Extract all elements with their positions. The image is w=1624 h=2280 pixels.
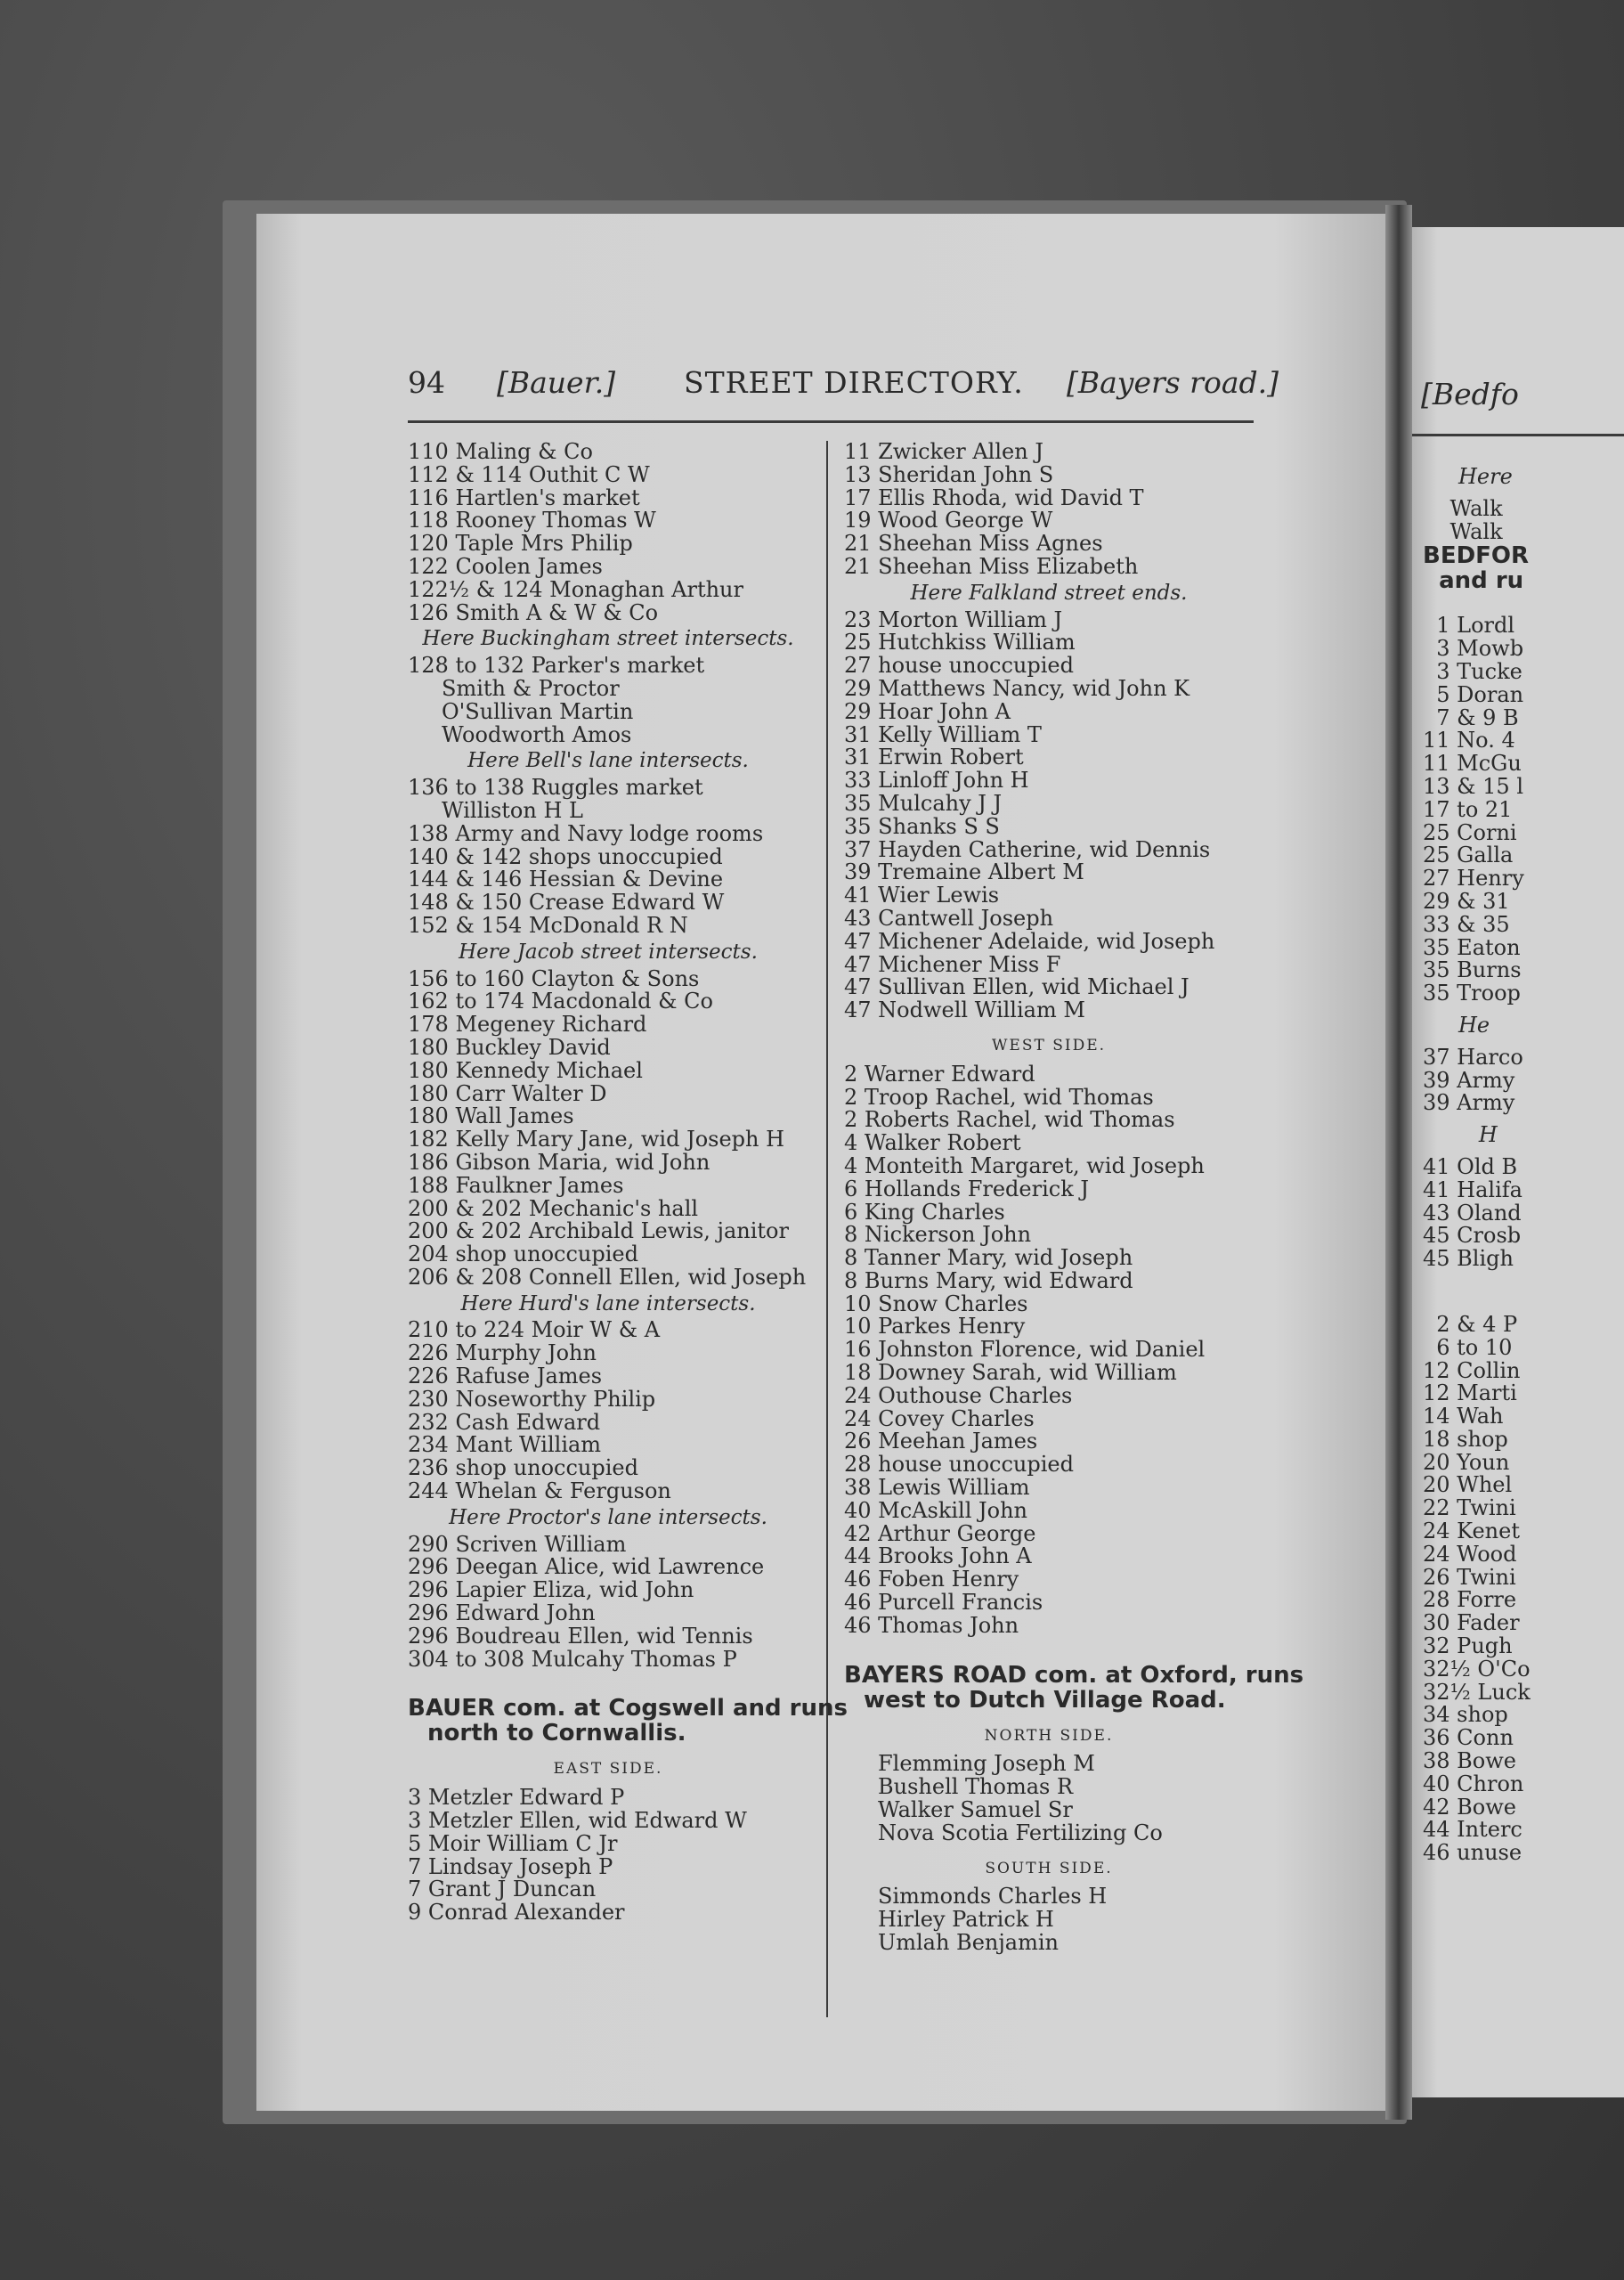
directory-entry: 296 Lapier Eliza, wid John [408,1577,694,1603]
directory-entry: 46 Purcell Francis [844,1590,1043,1616]
directory-entry: Umlah Benjamin [878,1930,1059,1956]
directory-entry: 39 Tremaine Albert M [844,859,1084,885]
side-heading: EAST SIDE. [553,1760,663,1779]
street-heading [844,1661,1304,1714]
next-page-line: 42 Bowe [1423,1794,1516,1820]
next-page-rule [1412,434,1624,436]
next-page-line: 20 Youn [1423,1449,1510,1475]
directory-entry: 10 Parkes Henry [844,1314,1026,1340]
directory-entry: 3 Metzler Edward P [408,1785,625,1811]
next-page-line: 5 Doran [1423,681,1524,707]
directory-entry: 290 Scriven William [408,1531,627,1557]
next-page-line: 34 shop [1423,1702,1508,1728]
next-page-line: 36 Conn [1423,1725,1514,1751]
next-page-line: 22 Twini [1423,1495,1516,1521]
directory-entry: 156 to 160 Clayton & Sons [408,965,700,991]
directory-entry: 180 Buckley David [408,1034,611,1060]
directory-entry: 13 Sheridan John S [844,461,1054,487]
directory-entry: 128 to 132 Parker's market [408,653,705,679]
book-gutter [1385,205,1412,2120]
directory-entry: 44 Brooks John A [844,1543,1032,1569]
next-page-guide: [Bedfo [1421,377,1519,411]
directory-entry: 47 Nodwell William M [844,998,1085,1023]
directory-entry: 120 Taple Mrs Philip [408,531,633,557]
directory-entry: Simmonds Charles H [878,1884,1108,1910]
directory-entry: 37 Hayden Catherine, wid Dennis [844,836,1211,862]
next-page-line: 45 Crosb [1423,1223,1522,1249]
directory-entry: 122½ & 124 Monaghan Arthur [408,576,743,602]
directory-entry: 47 Michener Adelaide, wid Joseph [844,928,1215,954]
directory-entry: 140 & 142 shops unoccupied [408,843,723,869]
next-page-line: 46 unuse [1423,1840,1522,1866]
directory-entry: Smith & Proctor [442,675,620,701]
directory-entry: 6 Hollands Frederick J [844,1176,1089,1201]
directory-entry: 42 Arthur George [844,1520,1036,1546]
directory-entry: 180 Wall James [408,1103,574,1129]
directory-entry: 144 & 146 Hessian & Devine [408,867,724,892]
next-page-line: 37 Harco [1423,1044,1523,1070]
directory-entry: 232 Cash Edward [408,1409,601,1435]
directory-entry: 27 house unoccupied [844,653,1074,679]
running-head [408,365,1530,410]
directory-entry: 35 Shanks S S [844,813,1000,839]
next-page-line: 32 Pugh [1423,1633,1513,1659]
directory-entry: 11 Zwicker Allen J [844,439,1043,464]
directory-entry: 136 to 138 Ruggles market [408,775,703,801]
next-page-line: 35 Eaton [1423,934,1521,960]
side-heading: NORTH SIDE. [984,1726,1114,1745]
next-page-line: 24 Wood [1423,1541,1517,1567]
left-column [408,439,848,1926]
next-page-line: 17 to 21 [1423,796,1513,822]
directory-entry: 118 Rooney Thomas W [408,508,656,533]
next-page-line: 40 Chron [1423,1771,1524,1796]
side-heading: SOUTH SIDE. [985,1859,1113,1877]
next-page-line: 28 Forre [1423,1587,1517,1613]
next-page-line: 25 Galla [1423,843,1514,868]
directory-entry: 244 Whelan & Ferguson [408,1478,671,1504]
directory-entry: 296 Boudreau Ellen, wid Tennis [408,1623,753,1649]
directory-entry: 2 Troop Rachel, wid Thomas [844,1084,1154,1110]
directory-entry: 2 Warner Edward [844,1061,1035,1087]
next-page-line: 33 & 35 [1423,911,1510,937]
next-page-line: 14 Wah [1423,1404,1504,1429]
next-page-line: 11 McGu [1423,751,1522,777]
next-page-line: 11 No. 4 [1423,728,1515,753]
street-heading-line: BAUER com. at Cogswell and runs [408,1695,848,1722]
directory-entry: 188 Faulkner James [408,1172,624,1198]
page-number: 94 [408,365,445,400]
directory-entry: 6 King Charles [844,1199,1005,1225]
next-page-line: 26 Twini [1423,1564,1516,1590]
directory-entry: 38 Lewis William [844,1475,1030,1501]
directory-entry: 46 Thomas John [844,1612,1019,1638]
street-heading-line: north to Cornwallis. [427,1720,686,1747]
next-page-line: 45 Bligh [1423,1246,1514,1272]
next-page-line: 35 Burns [1423,957,1522,983]
directory-entry: 8 Burns Mary, wid Edward [844,1267,1133,1293]
next-page-line: 3 Tucke [1423,658,1522,684]
next-page-line: Here [1458,464,1513,489]
directory-entry: 43 Cantwell Joseph [844,905,1054,931]
next-page-line: Walk [1423,518,1503,544]
street-heading [408,1695,848,1747]
directory-entry: 116 Hartlen's market [408,484,640,510]
directory-entry: 200 & 202 Mechanic's hall [408,1195,699,1221]
directory-entry: 17 Ellis Rhoda, wid David T [844,484,1144,510]
directory-entry: 226 Rafuse James [408,1364,603,1389]
next-page-line: 29 & 31 [1423,888,1510,914]
directory-entry: Woodworth Amos [442,721,632,747]
next-page-line: 41 Old B [1423,1153,1518,1179]
directory-entry: 230 Noseworthy Philip [408,1386,656,1412]
street-heading-line: BAYERS ROAD com. at Oxford, runs [844,1661,1304,1689]
intersection-note: Here Falkland street ends. [910,581,1188,605]
directory-entry: 47 Sullivan Ellen, wid Michael J [844,974,1190,1000]
directory-entry: 148 & 150 Crease Edward W [408,890,725,916]
directory-page [256,214,1387,2111]
directory-entry: 186 Gibson Maria, wid John [408,1149,710,1175]
directory-entry: Flemming Joseph M [878,1751,1095,1777]
directory-entry: 28 house unoccupied [844,1452,1074,1478]
directory-entry: 180 Carr Walter D [408,1080,607,1106]
directory-entry: 304 to 308 Mulcahy Thomas P [408,1646,737,1672]
directory-entry: 296 Edward John [408,1600,596,1626]
directory-entry: 47 Michener Miss F [844,951,1061,977]
column-divider [826,441,828,2017]
directory-entry: 9 Conrad Alexander [408,1900,625,1926]
next-page-line: 24 Kenet [1423,1519,1520,1544]
next-page-line: 38 Bowe [1423,1748,1516,1774]
next-page-line: and ru [1423,567,1524,595]
page-title: STREET DIRECTORY. [684,365,1024,400]
directory-entry: 234 Mant William [408,1432,602,1458]
directory-entry: 33 Linloff John H [844,768,1029,794]
next-page-line: 7 & 9 B [1423,704,1519,730]
directory-entry: 16 Johnston Florence, wid Daniel [844,1337,1206,1363]
next-page-line: 39 Army [1423,1067,1515,1093]
directory-entry: 29 Matthews Nancy, wid John K [844,675,1190,701]
directory-entry: 180 Kennedy Michael [408,1057,643,1083]
next-page-line: 18 shop [1423,1426,1508,1452]
directory-entry: 204 shop unoccupied [408,1242,638,1267]
directory-entry: Nova Scotia Fertilizing Co [878,1820,1163,1845]
directory-entry: 5 Moir William C Jr [408,1830,618,1856]
directory-entry: 25 Hutchkiss William [844,630,1076,656]
directory-entry: 110 Maling & Co [408,439,593,464]
side-heading: WEST SIDE. [991,1036,1107,1054]
header-rule [408,420,1254,423]
directory-entry: 21 Sheehan Miss Agnes [844,531,1103,557]
intersection-note: Here Hurd's lane intersects. [460,1291,756,1315]
next-page-line: 12 Collin [1423,1357,1521,1383]
directory-entry: 138 Army and Navy lodge rooms [408,820,764,846]
next-page-edge [1412,227,1624,2097]
next-page-line: 32½ O'Co [1423,1656,1531,1682]
directory-entry: 126 Smith A & W & Co [408,599,659,625]
directory-entry: 4 Walker Robert [844,1130,1021,1156]
next-page-line: 32½ Luck [1423,1679,1531,1705]
directory-entry: 122 Coolen James [408,553,603,579]
next-page-line: 13 & 15 l [1423,773,1524,799]
next-page-line: 30 Fader [1423,1610,1520,1636]
intersection-note: Here Bell's lane intersects. [467,749,749,773]
directory-entry: 200 & 202 Archibald Lewis, janitor [408,1218,789,1244]
next-page-line: He [1458,1012,1490,1038]
blank-line [1423,1292,1531,1314]
directory-entry: O'Sullivan Martin [442,698,634,724]
blank-line [1423,1271,1531,1292]
directory-entry: 35 Mulcahy J J [844,790,1003,816]
directory-entry: 206 & 208 Connell Ellen, wid Joseph [408,1264,807,1290]
next-page-line: 41 Halifa [1423,1177,1522,1202]
directory-entry: Bushell Thomas R [878,1774,1074,1800]
next-page-text [1423,457,1531,1865]
next-page-line: 3 Mowb [1423,636,1524,662]
next-page-line: Walk [1423,495,1503,521]
next-page-line: 43 Oland [1423,1200,1522,1226]
directory-entry: 46 Foben Henry [844,1567,1019,1592]
directory-entry: 41 Wier Lewis [844,883,1000,908]
directory-entry: Walker Samuel Sr [878,1797,1073,1823]
next-page-line: 39 Army [1423,1090,1515,1116]
directory-entry: 18 Downey Sarah, wid William [844,1360,1177,1386]
directory-entry: 24 Outhouse Charles [844,1382,1073,1408]
next-page-line: 1 Lordl [1423,613,1515,639]
next-page-line: 2 & 4 P [1423,1311,1518,1337]
directory-entry: 29 Hoar John A [844,698,1011,724]
directory-entry: 178 Megeney Richard [408,1012,647,1038]
directory-entry: Williston H L [442,797,583,823]
intersection-note: Here Jacob street intersects. [459,940,758,964]
directory-entry: 31 Erwin Robert [844,745,1024,770]
directory-entry: 21 Sheehan Miss Elizabeth [844,553,1139,579]
intersection-note: Here Buckingham street intersects. [422,627,794,651]
directory-entry: 26 Meehan James [844,1429,1038,1454]
directory-entry: 23 Morton William J [844,607,1063,632]
directory-entry: 7 Grant J Duncan [408,1877,597,1902]
directory-entry: 19 Wood George W [844,508,1053,533]
directory-entry: 8 Nickerson John [844,1222,1032,1248]
street-heading-line: west to Dutch Village Road. [864,1686,1226,1714]
next-page-line: 35 Troop [1423,981,1521,1006]
directory-entry: 236 shop unoccupied [408,1455,638,1481]
directory-entry: 162 to 174 Macdonald & Co [408,989,713,1014]
directory-entry: 40 McAskill John [844,1497,1028,1523]
directory-entry: 226 Murphy John [408,1340,597,1366]
blank-line [1423,593,1531,615]
right-column [844,439,1304,1956]
directory-entry: 10 Snow Charles [844,1291,1028,1316]
directory-entry: 8 Tanner Mary, wid Joseph [844,1245,1133,1271]
directory-entry: 152 & 154 McDonald R N [408,912,688,938]
next-page-line: H [1458,1122,1498,1148]
intersection-note: Here Proctor's lane intersects. [449,1505,767,1529]
directory-entry: 3 Metzler Ellen, wid Edward W [408,1808,747,1834]
directory-entry: 296 Deegan Alice, wid Lawrence [408,1554,765,1580]
directory-entry: 210 to 224 Moir W & A [408,1317,661,1343]
next-page-line: 27 Henry [1423,866,1524,892]
next-page-line: 12 Marti [1423,1380,1517,1406]
directory-entry: 4 Monteith Margaret, wid Joseph [844,1152,1205,1178]
directory-entry: 24 Covey Charles [844,1405,1035,1431]
next-page-line: BEDFOR [1423,542,1530,570]
next-page-line: 6 to 10 [1423,1334,1513,1360]
directory-entry: 182 Kelly Mary Jane, wid Joseph H [408,1127,785,1152]
next-page-line: 44 Interc [1423,1817,1522,1843]
next-page-line: 25 Corni [1423,819,1517,845]
right-guide-word: [Bayers road.] [1067,365,1279,400]
directory-entry: 7 Lindsay Joseph P [408,1853,613,1879]
directory-entry: 2 Roberts Rachel, wid Thomas [844,1107,1175,1133]
directory-entry: Hirley Patrick H [878,1907,1054,1933]
directory-entry: 112 & 114 Outhit C W [408,461,650,487]
left-guide-word: [Bauer.] [497,365,616,400]
next-page-line: 20 Whel [1423,1472,1513,1498]
directory-entry: 31 Kelly William T [844,721,1042,747]
